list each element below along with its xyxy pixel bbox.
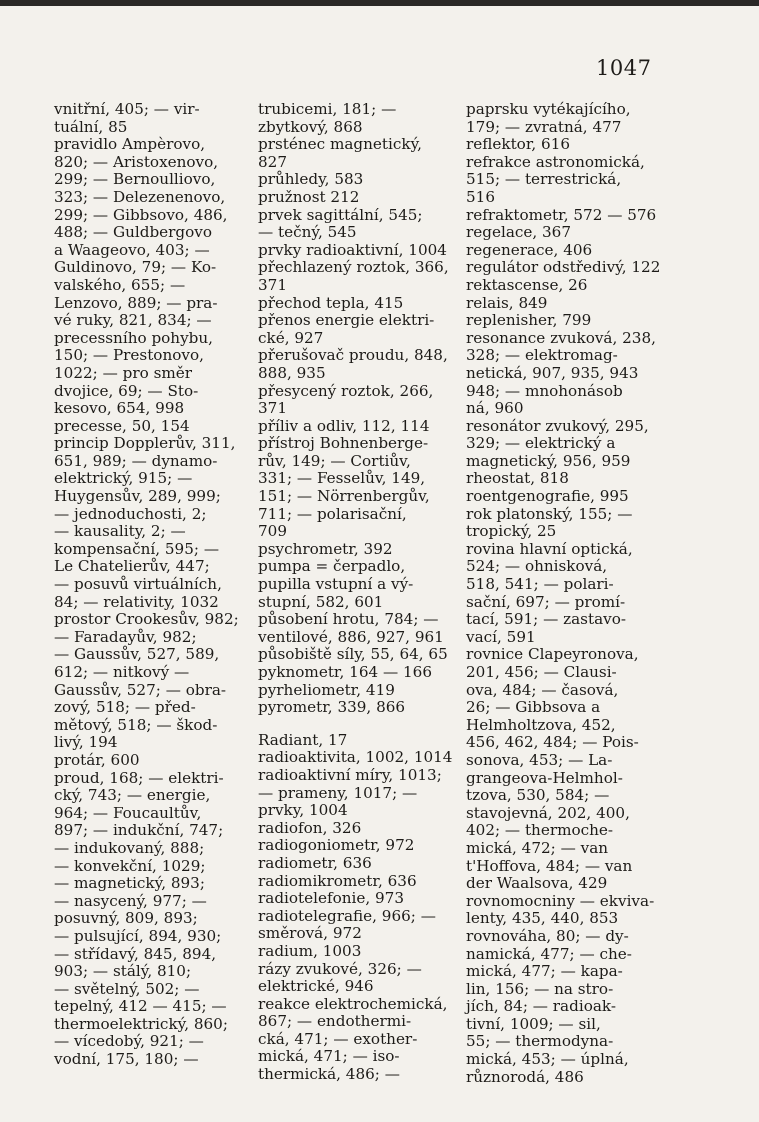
index-line: psychrometr, 392: [258, 539, 393, 558]
index-line: Radiant, 17: [258, 730, 348, 749]
index-line: ova, 484; — časová,: [466, 680, 619, 699]
index-line: — konvekční, 1029;: [54, 856, 206, 875]
index-line: zbytkový, 868: [258, 117, 363, 136]
index-line: Huygensův, 289, 999;: [54, 487, 221, 506]
index-line: 948; — mnohonásob: [466, 381, 623, 400]
index-line: 897; — indukční, 747;: [54, 821, 224, 840]
index-line: precessního pohybu,: [54, 328, 214, 347]
index-line: 371: [258, 275, 287, 294]
index-line: ná, 960: [466, 399, 524, 418]
index-line: 1022; — pro směr: [54, 363, 193, 382]
index-line: — magnetický, 893;: [54, 874, 205, 893]
index-line: 516: [466, 187, 495, 206]
index-line: der Waalsova, 429: [466, 874, 608, 893]
index-line: — vícedobý, 921; —: [54, 1032, 204, 1051]
index-line: mická, 471; — iso-: [258, 1047, 400, 1066]
index-line: 179; — zvratná, 477: [466, 117, 622, 136]
index-line: 488; — Guldbergovo: [54, 223, 213, 242]
index-line: lenty, 435, 440, 853: [466, 909, 619, 928]
index-line: — světelný, 502; —: [54, 979, 200, 998]
index-line: jích, 84; — radioak-: [466, 997, 616, 1016]
index-line: prostor Crookesův, 982;: [54, 610, 239, 629]
index-line: tací, 591; — zastavo-: [466, 610, 626, 629]
index-line: regulátor odstředivý, 122: [466, 258, 661, 277]
index-line: 964; — Foucaultův,: [54, 803, 202, 822]
index-column-3: [466, 101, 666, 1086]
index-line: vodní, 175, 180; —: [54, 1050, 199, 1069]
index-line: přechlazený roztok, 366,: [258, 258, 449, 277]
index-line: — Gaussův, 527, 589,: [54, 645, 220, 664]
index-line: lin, 156; — na stro-: [466, 979, 614, 998]
index-line: 524; — ohnisková,: [466, 557, 608, 576]
index-line: relais, 849: [466, 293, 548, 312]
index-line: regelace, 367: [466, 223, 572, 242]
index-line: — prameny, 1017; —: [258, 783, 418, 802]
index-line: 201, 456; — Clausi-: [466, 663, 617, 681]
index-line: rovnice Clapeyronova,: [466, 645, 639, 664]
index-line: roentgenografie, 995: [466, 487, 629, 506]
index-line: 371: [258, 399, 287, 418]
index-line: různorodá, 486: [466, 1067, 584, 1086]
index-line: regenerace, 406: [466, 240, 593, 259]
index-line: Le Chatelierův, 447;: [54, 557, 210, 576]
index-line: 867; — endothermi-: [258, 1012, 412, 1031]
index-line: valského, 655; —: [54, 275, 186, 294]
index-line: 323; — Delezenenovo,: [54, 187, 226, 206]
index-line: průhledy, 583: [258, 170, 364, 189]
index-line: pyknometr, 164 — 166: [258, 663, 432, 681]
index-line: 820; — Aristoxenovo,: [54, 152, 219, 171]
index-line: přístroj Bohnenberge-: [258, 434, 429, 453]
index-line: 331; — Fesselův, 149,: [258, 469, 426, 488]
index-line: radioaktivní míry, 1013;: [258, 765, 442, 784]
index-line: resonátor zvukový, 295,: [466, 416, 649, 435]
index-line: rok platonský, 155; —: [466, 504, 633, 523]
index-line: prvky, 1004: [258, 801, 348, 820]
index-line: Guldinovo, 79; — Ko-: [54, 258, 217, 277]
index-line: livý, 194: [54, 733, 118, 752]
index-line: radiomikrometr, 636: [258, 871, 417, 890]
index-line: rektascense, 26: [466, 275, 588, 294]
index-line: 515; — terrestrická,: [466, 170, 622, 189]
index-line: 151; — Nörrenbergův,: [258, 487, 430, 506]
index-line: cký, 743; — energie,: [54, 786, 211, 805]
index-line: 827: [258, 152, 287, 171]
index-line: elektrické, 946: [258, 977, 374, 996]
index-line: — jednoduchosti, 2;: [54, 504, 207, 523]
index-line: pyrometr, 339, 866: [258, 698, 406, 717]
index-line: tepelný, 412 — 415; —: [54, 997, 227, 1016]
index-line: ventilové, 886, 927, 961: [258, 627, 444, 646]
index-line: radiotelegrafie, 966; —: [258, 906, 436, 925]
index-line: tzova, 530, 584; —: [466, 786, 610, 805]
index-line: reflektor, 616: [466, 135, 571, 154]
index-line: 903; — stálý, 810;: [54, 962, 192, 981]
index-line: 456, 462, 484; — Pois-: [466, 733, 639, 752]
index-line: zový, 518; — před-: [54, 698, 196, 717]
index-line: radiofon, 326: [258, 818, 362, 837]
index-line: 612; — nitkový —: [54, 663, 190, 681]
index-line: 711; — polarisační,: [258, 504, 407, 523]
index-column-1: [54, 101, 264, 1069]
index-line: směrová, 972: [258, 924, 362, 943]
index-line: — tečný, 545: [258, 223, 357, 242]
index-line: působení hrotu, 784; —: [258, 610, 439, 629]
index-line: princip Dopplerův, 311,: [54, 434, 236, 453]
index-line: rovina hlavní optická,: [466, 539, 633, 558]
index-line: vnitřní, 405; — vir-: [54, 100, 200, 118]
index-line: mětový, 518; — škod-: [54, 715, 218, 734]
index-line: prsténec magnetický,: [258, 135, 422, 154]
index-line: radiogoniometr, 972: [258, 836, 415, 855]
index-line: vé ruky, 821, 834; —: [54, 311, 212, 330]
index-line: mická, 472; — van: [466, 838, 609, 857]
index-line: trubicemi, 181; —: [258, 100, 397, 118]
index-line: — pulsující, 894, 930;: [54, 926, 222, 945]
index-line: vací, 591: [466, 627, 536, 646]
index-line: reakce elektrochemická,: [258, 994, 448, 1013]
index-line: 402; — thermoche-: [466, 821, 614, 840]
index-line: namická, 477; — che-: [466, 944, 632, 963]
index-line: 709: [258, 522, 287, 541]
index-line: rovnováha, 80; — dy-: [466, 926, 629, 945]
index-line: elektrický, 915; —: [54, 469, 193, 488]
top-edge: [0, 0, 759, 6]
index-line: mická, 477; — kapa-: [466, 962, 623, 981]
index-line: tuální, 85: [54, 117, 128, 136]
index-line: cké, 927: [258, 328, 324, 347]
index-line: prvek sagittální, 545;: [258, 205, 423, 224]
index-line: — Faradayův, 982;: [54, 627, 197, 646]
index-line: precesse, 50, 154: [54, 416, 190, 435]
index-line: a Waageovo, 403; —: [54, 240, 210, 259]
index-line: příliv a odliv, 112, 114: [258, 416, 430, 435]
index-line: posuvný, 809, 893;: [54, 909, 198, 928]
index-line: kompensační, 595; —: [54, 539, 220, 558]
index-line: pravidlo Ampèrovo,: [54, 135, 206, 154]
index-line: sační, 697; — promí-: [466, 592, 626, 611]
index-line: proud, 168; — elektri-: [54, 768, 224, 787]
index-line: 888, 935: [258, 363, 326, 382]
index-line: magnetický, 956, 959: [466, 451, 631, 470]
index-line: 651, 989; — dynamo-: [54, 451, 218, 470]
index-line: tivní, 1009; — sil,: [466, 1014, 601, 1033]
index-line: pupilla vstupní a vý-: [258, 575, 414, 594]
index-line: — nasycený, 977; —: [54, 891, 207, 910]
index-line: stavojevná, 202, 400,: [466, 803, 630, 822]
index-line: rovnomocniny — ekviva-: [466, 891, 655, 910]
index-line: 299; — Gibbsovo, 486,: [54, 205, 228, 224]
index-line: 299; — Bernoulliovo,: [54, 170, 216, 189]
page-number: 1047: [596, 56, 652, 80]
index-line: pružnost 212: [258, 187, 360, 206]
index-column-2: [258, 101, 470, 1084]
index-line: rův, 149; — Cortiův,: [258, 451, 411, 470]
index-line: 55; — thermodyna-: [466, 1032, 614, 1051]
index-line: radium, 1003: [258, 941, 362, 960]
index-line: 26; — Gibbsova a: [466, 698, 601, 717]
index-line: 328; — elektromag-: [466, 346, 618, 365]
index-line: pyrheliometr, 419: [258, 680, 395, 699]
index-line: refrakce astronomická,: [466, 152, 645, 171]
index-line: radiometr, 636: [258, 853, 372, 872]
index-line: paprsku vytékajícího,: [466, 100, 631, 118]
index-line: protár, 600: [54, 750, 140, 769]
index-line: pumpa = čerpadlo,: [258, 557, 406, 576]
index-line: — indukovaný, 888;: [54, 838, 205, 857]
index-line: 329; — elektrický a: [466, 434, 616, 453]
index-line: radioaktivita, 1002, 1014: [258, 748, 453, 767]
index-line: působiště síly, 55, 64, 65: [258, 645, 448, 664]
index-line: stupní, 582, 601: [258, 592, 384, 611]
index-line: resonance zvuková, 238,: [466, 328, 656, 347]
index-line: netická, 907, 935, 943: [466, 363, 639, 382]
index-line: kesovo, 654, 998: [54, 399, 185, 418]
index-line: přenos energie elektri-: [258, 311, 435, 330]
index-line: Helmholtzova, 452,: [466, 715, 616, 734]
index-line: rheostat, 818: [466, 469, 569, 488]
index-line: — posuvů virtuálních,: [54, 575, 222, 594]
index-line: — kausality, 2; —: [54, 522, 186, 541]
index-line: refraktometr, 572 — 576: [466, 205, 657, 224]
entry-gap: [258, 717, 470, 732]
index-line: grangeova-Helmhol-: [466, 768, 623, 787]
index-line: Gaussův, 527; — obra-: [54, 680, 227, 699]
index-line: mická, 453; — úplná,: [466, 1050, 629, 1069]
index-line: přerušovač proudu, 848,: [258, 346, 448, 365]
index-line: cká, 471; — exother-: [258, 1029, 418, 1048]
index-line: rázy zvukové, 326; —: [258, 959, 422, 978]
index-line: Lenzovo, 889; — pra-: [54, 293, 218, 312]
index-line: dvojice, 69; — Sto-: [54, 381, 199, 400]
index-line: přesycený roztok, 266,: [258, 381, 434, 400]
index-line: 518, 541; — polari-: [466, 575, 614, 594]
index-line: radiotelefonie, 973: [258, 889, 405, 908]
index-line: — střídavý, 845, 894,: [54, 944, 217, 963]
index-line: 150; — Prestonovo,: [54, 346, 204, 365]
index-line: 84; — relativity, 1032: [54, 592, 219, 611]
index-line: přechod tepla, 415: [258, 293, 404, 312]
index-line: thermoelektrický, 860;: [54, 1014, 228, 1033]
index-line: tropický, 25: [466, 522, 557, 541]
index-line: thermická, 486; —: [258, 1065, 400, 1084]
index-line: replenisher, 799: [466, 311, 592, 330]
index-line: prvky radioaktivní, 1004: [258, 240, 447, 259]
index-line: sonova, 453; — La-: [466, 750, 613, 769]
index-line: t'Hoffova, 484; — van: [466, 856, 633, 875]
